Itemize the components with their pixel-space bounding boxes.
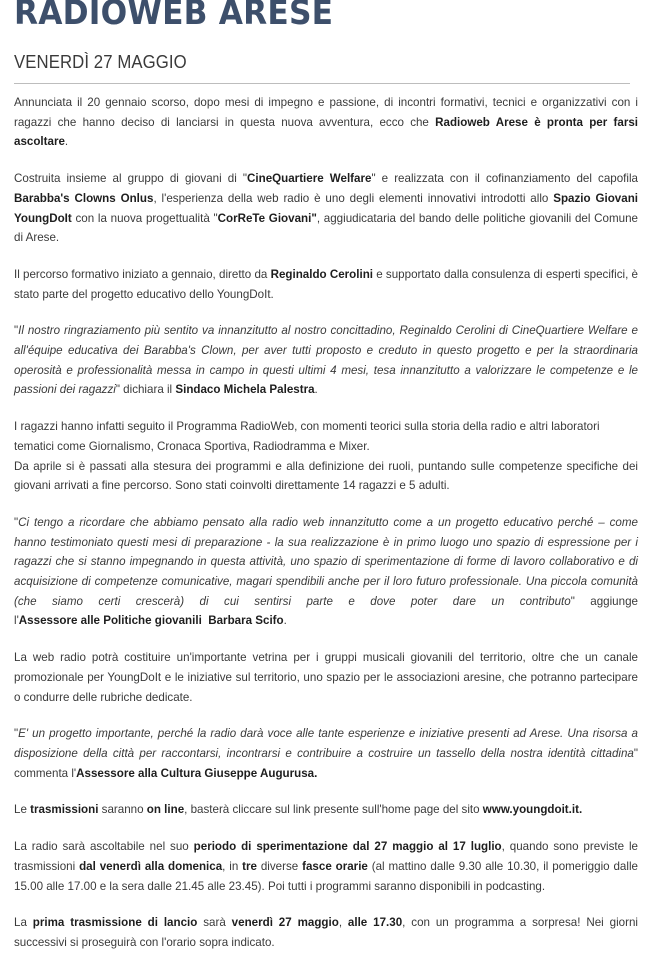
text: " commenta l' <box>14 746 638 780</box>
bold-text: venerdì 27 maggio <box>231 916 339 930</box>
text: Da aprile si è passati alla stesura dei programmi e alla definizione dei ruoli, puntando sulle competenze specifiche dei giovani arrivati a fine percorso. Sono stati coinvolti direttamente 14 ragazzi e 5 adulti. <box>14 459 638 493</box>
text: con la nuova progettualità " <box>71 211 218 225</box>
bold-text: tre <box>242 859 257 873</box>
paragraph-program <box>14 417 638 496</box>
text: . <box>64 135 69 149</box>
title-divider <box>14 83 630 84</box>
text: La web radio potrà costituire un'importante vetrina per i gruppi musicali giovanili del territorio, oltre che un canale promozionale per YoungDoIt e le iniziative sul territorio, uno spazio per le associazioni aresine, che potranno partecipare o condurre delle rubriche dedicate. <box>14 651 638 704</box>
bold-text: Barabba's Clowns Onlus <box>14 191 154 205</box>
paragraph-showcase <box>14 648 638 707</box>
text: " <box>14 515 19 529</box>
paragraph-schedule <box>14 837 638 896</box>
paragraph-intro <box>14 93 638 152</box>
bold-text: CorReTe Giovani" <box>217 211 317 225</box>
text: " <box>14 727 19 741</box>
text: " dichiara il <box>115 383 176 397</box>
bold-text: Spazio Giovani YoungDoIt <box>14 191 638 225</box>
quote-text: E' un progetto importante, perché la radio darà voce alle tante esperienze e iniziative presenti ad Arese. Una risorsa a disposizione della città per raccontarsi, incontrarsi e contribuire a costruire un tassello della nostra identità cittadina <box>14 727 638 760</box>
paragraph-launch <box>14 913 638 952</box>
text: I ragazzi hanno infatti seguito il Programma RadioWeb, con momenti teorici sulla storia della radio e altri laboratori tematici come Giornalismo, Cronaca Sportiva, Radiodramma e Mixer. <box>14 420 600 453</box>
text: sarà <box>197 916 232 930</box>
bold-text: Sindaco Michela Palestra <box>175 383 315 397</box>
text: Il percorso formativo iniziato a gennaio, diretto da <box>14 267 271 281</box>
bold-text: fasce orarie <box>302 859 368 873</box>
bold-text: Radioweb Arese è pronta per farsi ascoltare <box>14 115 638 149</box>
bold-text: trasmissioni <box>30 803 99 817</box>
text: , basterà cliccare sul link presente sull'home page del sito <box>184 803 483 817</box>
text: . <box>283 614 287 628</box>
paragraph-partners <box>14 169 638 248</box>
website-link[interactable]: www.youngdoit.it. <box>482 803 583 817</box>
bold-text: periodo di sperimentazione dal 27 maggio al 17 luglio <box>193 840 502 854</box>
text: La radio sarà ascoltabile nel suo <box>14 840 194 854</box>
bold-text: CineQuartiere Welfare <box>247 172 372 186</box>
article-title: RADIOWEB ARESE <box>14 0 334 33</box>
text: , con un programma a sorpresa! Nei giorni successivi si proseguirà con l'orario sopra indicato. <box>14 916 638 949</box>
text: . <box>314 383 318 397</box>
text: " aggiunge l' <box>14 594 638 628</box>
text: " e realizzata con il cofinanziamento del capofila <box>371 172 638 186</box>
paragraph-training <box>14 265 638 304</box>
quote-text: Ci tengo a ricordare che abbiamo pensato alla radio web innanzitutto come a un progetto educativo perché – come hanno testimoniato questi mesi di preparazione - la sua realizzazione è in primo luogo uno spazio di espressione per i ragazzi che si stanno impegnando in questa attività, uno spazio di sperimentazione di forme di lavoro collaborativo e di acquisizione di competenze comunicative, magari spendibili anche per il loro futuro professionale. Una piccola comunità (che siamo certi crescerà) di cui sentirsi parte e dove poter dare un contributo <box>14 515 638 608</box>
bold-text: prima trasmissione di lancio <box>32 916 198 930</box>
text: , in <box>222 859 243 873</box>
text: , l'esperienza della web radio è uno degli elementi innovativi introdotti allo <box>153 191 554 205</box>
text: " <box>14 324 19 338</box>
bold-text: Assessore alla Cultura Giuseppe Augurusa. <box>76 766 318 780</box>
text: Le <box>14 803 31 817</box>
paragraph-assessor-quote <box>14 513 638 631</box>
text: Costruita insieme al gruppo di giovani di " <box>14 172 248 186</box>
text: , <box>338 916 348 930</box>
text: saranno <box>98 803 147 817</box>
quote-text: Il nostro ringraziamento più sentito va innanzitutto al nostro concittadino, Reginaldo Cerolini di CineQuartiere Welfare e all'équipe educativa dei Barabba's Clown, per aver tutti proposto e creduto in questo progetto e per la straordinaria operosità e professionalità messa in campo in questi ultimi 4 mesi, tesa innanzitutto a valorizzare le competenze e le passioni dei ragazzi <box>14 324 638 397</box>
text: La <box>14 916 33 930</box>
paragraph-mayor-quote <box>14 321 638 400</box>
text: e supportato dalla consulenza di esperti specifici, è stato parte del progetto educativo dello YoungDoIt. <box>14 267 638 301</box>
text: , aggiudicataria del bando delle politiche giovanili del Comune di Arese. <box>14 211 638 245</box>
bold-text: dal venerdì alla domenica <box>79 859 223 873</box>
bold-text: Reginaldo Cerolini <box>270 267 374 281</box>
bold-text: alle 17.30 <box>347 916 403 930</box>
text: , quando sono previste le trasmissioni <box>14 840 638 873</box>
article-date: VENERDÌ 27 MAGGIO <box>14 52 187 72</box>
bold-text: on line <box>146 803 185 817</box>
text: Annunciata il 20 gennaio scorso, dopo mesi di impegno e passione, di incontri formativi, tecnici e organizzativi con i ragazzi che hanno deciso di lanciarsi in questa nuova avventura, ecco che <box>14 96 638 129</box>
paragraph-culture-quote <box>14 724 638 783</box>
text: diverse <box>256 859 303 873</box>
paragraph-online <box>14 800 638 820</box>
bold-text: Assessore alle Politiche giovanili Barbara Scifo <box>18 614 284 628</box>
text: (al mattino dalle 9.30 alle 10.30, il pomeriggio dalle 15.00 alle 17.00 e la sera dalle 21.45 alle 23.45). Poi tutti i programmi saranno disponibili in podcasting. <box>14 859 638 893</box>
